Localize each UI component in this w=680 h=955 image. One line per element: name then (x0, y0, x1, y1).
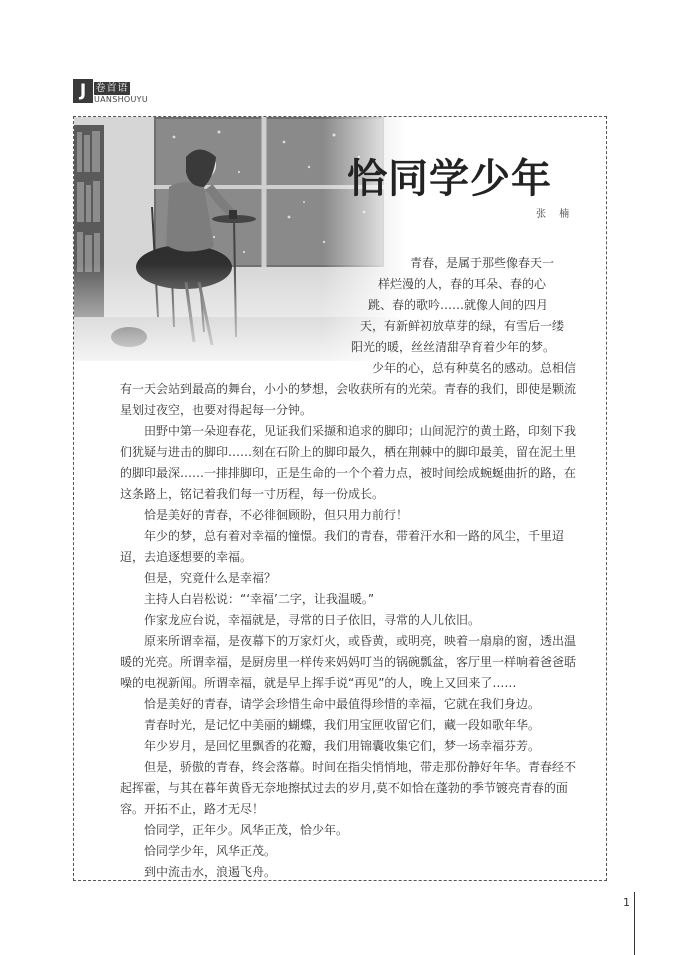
body-line: 迢，去追逐想要的幸福。 (120, 550, 253, 564)
page-number: 1 (623, 896, 630, 909)
body-line: 年少的梦，总有着对幸福的憧憬。我们的青春，带着汗水和一路的风尘，千里迢 (144, 529, 565, 543)
article-author: 张 楠 (536, 209, 575, 220)
body-line: 跳、春的歌吟……就像人间的四月 (368, 298, 549, 312)
body-line: 年少岁月，是回忆里飘香的花瓣，我们用锦囊收集它们，梦一场幸福芬芳。 (144, 739, 541, 753)
body-line: 主持人白岩松说：“‘幸福’二字，让我温暖。” (144, 592, 375, 606)
body-line: 阳光的暖，丝丝清甜孕育着少年的梦。 (351, 340, 556, 354)
body-line: 作家龙应台说，幸福就是，寻常的日子依旧，寻常的人儿依旧。 (144, 613, 481, 627)
page-number-rule (634, 892, 635, 955)
body-line: 噪的电视新闻。所谓幸福，就是早上挥手说“再见”的人，晚上又回来了…… (120, 676, 517, 690)
body-line: 原来所谓幸福，是夜幕下的万家灯火，或昏黄，或明亮，映着一扇扇的窗，透出温 (144, 634, 577, 648)
body-line: 田野中第一朵迎春花，见证我们采撷和追求的脚印；山间泥泞的黄土路，印刻下我 (144, 424, 577, 438)
section-logo-letter: J (73, 79, 93, 103)
body-line: 的脚印最深……一排排脚印，正是生命的一个个着力点，被时间绘成蜿蜒曲折的路，在 (120, 466, 577, 480)
body-line: 星划过夜空，也要对得起每一分钟。 (120, 403, 313, 417)
body-line: 到中流击水，浪遏飞舟。 (144, 865, 277, 879)
article-title: 恰同学少年 (347, 156, 552, 202)
body-line: 少年的心，总有种莫名的感动。总相信 (372, 361, 577, 375)
body-line: 起挥霍，与其在暮年黄昏无奈地擦拭过去的岁月,莫不如恰在蓬勃的季节镀亮青春的面 (120, 781, 568, 795)
body-line: 青春时光，是记忆中美丽的蝴蝶，我们用宝匣收留它们，藏一段如歌年华。 (144, 718, 541, 732)
body-line: 们犹疑与进击的脚印……刻在石阶上的脚印最久，栖在荆棘中的脚印最美，留在泥土里 (120, 445, 577, 459)
body-line: 青春，是属于那些像春天一 (410, 256, 555, 270)
body-line: 暖的光亮。所谓幸福，是厨房里一样传来妈妈叮当的锅碗瓢盆，客厅里一样响着爸爸聒 (120, 655, 577, 669)
body-line: 恰同学，正年少。风华正茂，恰少年。 (144, 823, 349, 837)
body-line: 容。开拓不止，路才无尽！ (120, 802, 265, 816)
body-line: 恰是美好的青春，请学会珍惜生命中最值得珍惜的幸福，它就在我们身边。 (144, 697, 541, 711)
body-line: 天，有新鲜初放草芽的绿，有雪后一缕 (360, 319, 565, 333)
body-line: 但是，骄傲的青春，终会落幕。时间在指尖悄悄地，带走那份静好年华。青春经不 (144, 760, 577, 774)
body-line: 恰是美好的青春，不必徘徊顾盼，但只用力前行！ (144, 508, 409, 522)
body-line: 恰同学少年，风华正茂。 (144, 844, 277, 858)
section-subtitle: UANSHOUYU (94, 95, 149, 104)
body-line: 这条路上，铭记着我们每一寸历程，每一份成长。 (120, 487, 385, 501)
body-line: 有一天会站到最高的舞台，小小的梦想，会收获所有的光荣。青春的我们，即使是颗流 (120, 382, 577, 396)
section-label: 卷首语 (95, 83, 129, 94)
body-line: 但是，究竟什么是幸福？ (144, 571, 277, 585)
body-line: 样烂漫的人，春的耳朵、春的心 (378, 277, 547, 291)
